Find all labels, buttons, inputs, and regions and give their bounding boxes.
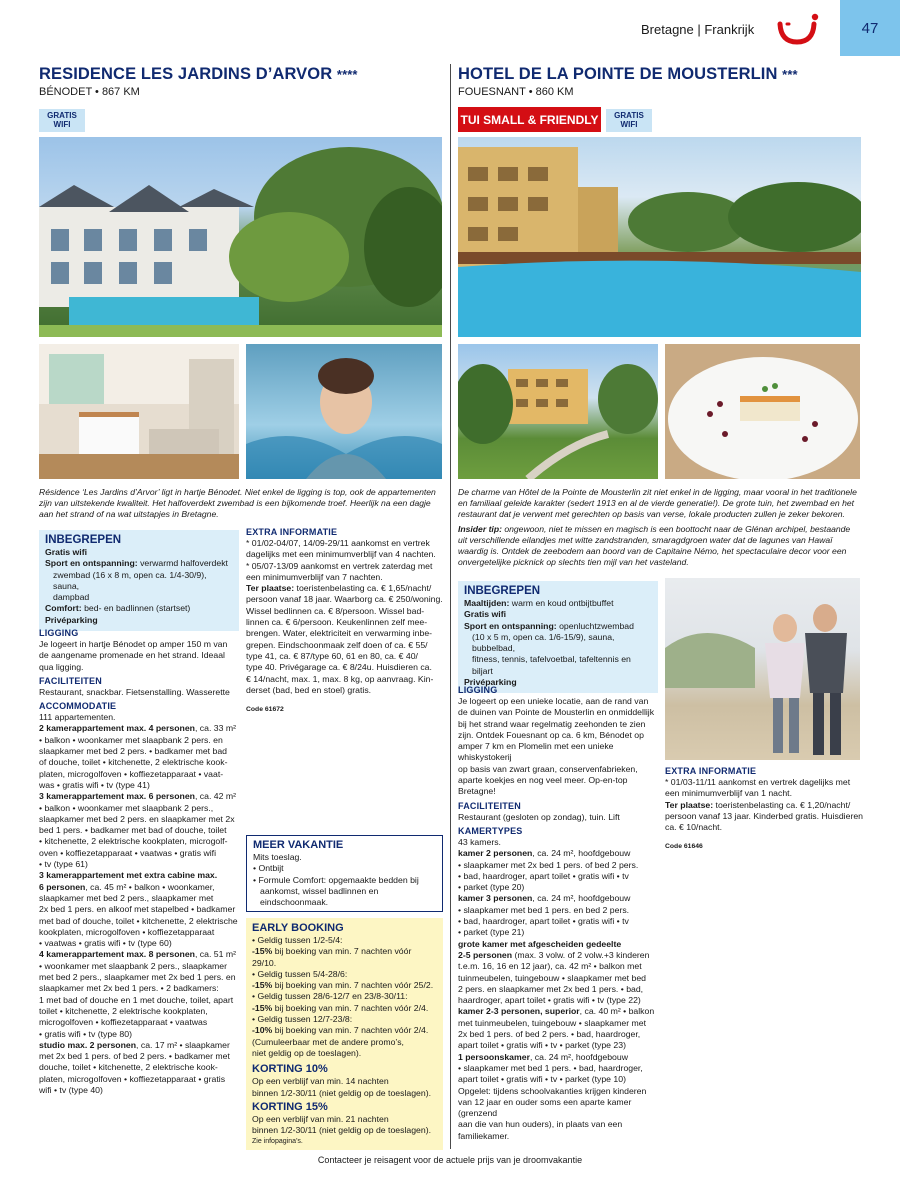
text-line: Restaurant (gesloten op zondag), tuin. Lift [458,811,620,822]
wifi-badge-right: GRATIS WIFI [606,109,652,132]
text-line: aankomst, wissel badlinnen en eindschoonmaak. [260,885,379,908]
text-line [458,893,660,904]
text-line: Mits toeslag. [253,852,302,862]
text-line [39,859,241,870]
text-span: , ca. 51 m² [194,949,237,960]
text-span: van 12 jaar en ouder soms een aparte kamer (grenzend [458,1096,632,1119]
region-label: Bretagne | Frankrijk [641,22,755,37]
text-line [458,1097,660,1120]
text-span: persoon vanaf 13 jaar. Kinderbed gratis. Huisdieren [665,810,864,821]
text-line [39,927,241,938]
bold-label: 1 persoonskamer [458,1051,530,1062]
bold-label: kamer 2-3 personen, superior [458,1006,580,1017]
included-text: verwarmd halfoverdekt [137,558,228,569]
photo-beach-couple [665,578,860,760]
text-span: een minimumverblijf van 1 nacht. [665,788,792,799]
text-span: • Geldig tussen 12/7-23/8: [252,1014,353,1025]
text-line [246,640,446,651]
text-line [246,674,446,685]
text-span: toeristenbelasting ca. € 1,65/nacht/ [294,583,432,594]
text-line [252,946,437,969]
text-span: slaapkamer met bed 2 pers. • badkamer met bad [39,746,227,757]
text-line [458,961,660,972]
text-span: niet geldig op de toeslagen). [252,1047,362,1058]
bold-label: -15% [252,946,273,957]
star-rating: **** [336,67,358,82]
discount-15-title: KORTING 15% [252,1100,328,1113]
text-span: • balkon • woonkamer met slaapbank 2 pers., [39,802,214,813]
included-text: warm en koud ontbijtbuffet [509,598,614,608]
text-line [39,836,241,847]
text-line [39,938,241,949]
bold-label: studio max. 2 personen [39,1039,137,1050]
text-span: grepen. Eindschoonmaak zelf doen of ca. € 55/ [246,639,428,650]
text-span: was • gratis wifi • tv (type 41) [39,779,150,790]
text-span: met bed 2 pers., slaapkamer met 2x bed 1 pers. en [39,972,236,983]
included-title: INBEGREPEN [45,534,122,546]
product-code: Code 61672 [246,706,284,714]
text-span: type 40. Privégarage ca. € 8/24u. Huisdieren ca. [246,662,432,673]
text-span: met bad of douche, toilet • kitchenette, 2 elektrische [39,915,238,926]
extra-info-right [665,766,865,850]
text-span: * 05/07-13/09 aankomst en vertrek zaterdag met [246,560,433,571]
text-span: linnen ca. € 6/persoon. Keukenlinnen zelf mee- [246,617,428,628]
text-span: 2 pers. en slaapkamer met 2x bed 1 pers. • bad, [458,983,644,994]
text-span: slaapkamer met bed 2 pers. en slaapkamer met 2x [39,813,235,824]
bold-label: 3 kamerappartement met extra cabine max. [39,870,218,881]
location-left: BÉNODET • 867 KM [39,86,140,98]
text-line [246,651,446,662]
text-span: 2x bed 1 pers. en alkoof met stapelbed • badkamer [39,904,236,915]
text-line [458,860,660,871]
text-span: een minimumverblijf van 7 nachten. [246,571,383,582]
text-line [39,791,241,802]
text-span: platen, microgolfoven • koffiezetapparaat • vaat- [39,768,224,779]
more-holiday-box [246,835,443,912]
text-span: * 01/03-11/11 aankomst en vertrek dagelijks met [665,777,851,787]
text-line [458,939,660,950]
text-span: met tuinmeubelen, tuingebouw • slaapkamer met [458,1017,646,1028]
bold-label: 6 personen [39,881,86,892]
text-span: douche, toilet • kitchenette, 2 elektrische kook- [39,1062,218,1073]
text-line [665,788,865,799]
section-title: FACILITEITEN [458,800,521,811]
column-divider [450,64,451,1149]
text-line [458,1052,660,1063]
section-title: LIGGING [39,628,79,638]
text-line [252,969,437,980]
text-span: , ca. 40 m² • balkon [579,1006,655,1017]
photo-hotel-garden [458,344,658,479]
included-text: zwembad (16 x 8 m, open ca. 1/4-30/9), sauna, [53,569,207,591]
text-line [458,1029,660,1040]
text-span: , ca. 17 m² • slaapkamer [136,1039,230,1050]
text-span: tuinmeubelen, tuingebouw • slaapkamer met bed [458,972,647,983]
text-line [39,848,241,859]
text-span: • Geldig tussen 5/4-28/6: [252,968,348,979]
text-line [458,1006,660,1017]
bold-label: 2 kamerappartement max. 4 personen [39,723,195,734]
section-title: EXTRA INFORMATIE [665,766,757,776]
text-span: t.e.m. 16, 16 en 12 jaar), ca. 42 m² • balkon met [458,961,642,972]
text-line [458,1018,660,1029]
left-info-column [39,628,241,1096]
text-line [39,1017,241,1028]
text-span: 1 met bad of douche en 1 met douche, toilet, apart [39,994,234,1005]
text-span: 2x bed 1 pers. of bed 2 pers. • bad, haardroger, [458,1029,641,1040]
text-span: • bad, haardroger, apart toilet • gratis wifi • tv [458,916,629,927]
text-span: 111 appartementen. [39,712,116,723]
text-span: • Geldig tussen 28/6-12/7 en 23/8-30/11: [252,991,408,1002]
text-line [39,780,241,791]
text-span: bij boeking van min. 7 nachten vóór 2/4. [272,1025,429,1036]
text-line [252,980,437,991]
text-line: Op een verblijf van min. 21 nachten [252,1113,389,1124]
text-line [246,538,446,549]
text-line [39,1006,241,1017]
text-span: • woonkamer met slaapbank 2 pers., slaapkamer [39,960,227,971]
text-span: , ca. 24 m², hoofdgebouw [532,893,631,904]
included-item: Maaltijden: [464,598,510,608]
text-line: • Formule Comfort: opgemaakte bedden bij [253,874,419,885]
text-line [246,549,446,560]
bold-label: 4 kamerappartement max. 8 personen [39,949,195,960]
text-span: toeristenbelasting ca. € 1,20/nacht/ [713,799,851,810]
text-line [39,972,241,983]
bold-label: -10% [252,1025,273,1036]
text-line [246,606,446,617]
text-span: bij boeking van min. 7 nachten vóór 29/10. [252,946,412,968]
text-span: • parket (type 20) [458,882,525,893]
included-text: dampbad [53,592,90,603]
text-span: Wissel bedlinnen ca. € 8/persoon. Wissel bad- [246,605,425,616]
photo-apartment-interior [39,344,239,479]
bold-label: Ter plaatse: [665,799,714,810]
text-line [458,837,660,848]
text-span: ca. € 10/nacht. [665,822,722,833]
text-line [39,1029,241,1040]
text-span: • balkon • woonkamer met slaapbank 2 pers. en [39,734,223,745]
text-line: Je logeert op een unieke locatie, aan de rand van [458,696,649,706]
text-line [39,723,241,734]
text-line [246,561,446,572]
tui-smile-icon [777,12,823,46]
text-line [458,950,660,961]
text-line [252,1037,437,1048]
text-span: aan die van hun ouders), in plaats van een familiekamer. [458,1119,623,1141]
included-text: openluchtzwembad [556,620,634,631]
text-span: , ca. 24 m², hoofdgebouw [532,848,631,859]
hotel-title-left: RESIDENCE LES JARDINS D’ARVOR **** [39,65,358,83]
text-span: , ca. 45 m² • balkon • woonkamer, [85,881,215,892]
more-holiday-title: MEER VAKANTIE [253,839,344,851]
text-line [665,777,865,788]
text-span: , ca. 33 m² [194,723,237,734]
section-title: ACCOMMODATIE [39,701,117,712]
text-span: apart toilet • gratis wifi • tv • parket (type 10) [458,1074,626,1085]
text-line [39,870,241,881]
text-line [458,882,660,893]
insider-tip-text: ongewoon, niet te missen en magisch is een boottocht naar de Glénan archipel, bestaande uit verschillende eilandjes met witte zandstranden, smaragdgroen water dat de lagunes van Hawaï waardig is. Ontdek de zeebodem aan boord van de Capitaine Némo, het spectaculaire decor voor een onvergetelijke picknick op slechts tien mijl van het vasteland. [458,524,851,567]
extra-info-left [246,527,446,713]
text-line [458,973,660,984]
text-line: bij het strand waar regelmatig zeehonden te zien [458,718,646,729]
text-span: • slaapkamer met bed 1 pers. en bed 2 pers. [458,904,630,915]
bold-label: -15% [252,980,273,991]
text-span: , ca. 42 m² [194,791,237,802]
text-line [39,757,241,768]
product-code: Code 61646 [665,843,703,851]
text-line: binnen 1/2-30/11 (niet geldig op de toeslagen). [252,1125,432,1136]
text-span: bed 1 pers. • badkamer met bad of douche, toilet [39,825,227,836]
section-title: FACILITEITEN [39,675,102,686]
text-line [458,871,660,882]
text-line: Op een verblijf van min. 14 nachten [252,1076,389,1087]
text-line [39,825,241,836]
text-span: type 41, ca. € 87/type 60, 61 en 80, ca. € 40/ [246,650,418,661]
tui-small-friendly-label: TUI SMALL & FRIENDLY [458,107,601,132]
text-line [246,594,446,605]
text-span: Opgelet: tijdens schoolvakanties krijgen kinderen [458,1085,647,1096]
text-line [39,949,241,960]
text-line [246,583,446,594]
text-line [39,1062,241,1073]
text-span: haardroger, apart toilet • gratis wifi • tv (type 22) [458,995,641,1006]
text-line [458,905,660,916]
text-line [665,822,865,833]
bold-label: 3 kamerappartement max. 6 personen [39,791,195,802]
text-line [252,1048,437,1059]
text-line [246,628,446,639]
bold-label: grote kamer met afgescheiden gedeelte [458,938,622,949]
text-line [246,685,446,696]
text-line [458,984,660,995]
text-line [458,1119,660,1142]
text-line: Bretagne! [458,786,496,797]
text-line: • Ontbijt [253,863,284,874]
section-title: KAMERTYPES [458,825,523,836]
text-line: binnen 1/2-30/11 (niet geldig op de toeslagen). [252,1087,432,1098]
text-line [458,1040,660,1051]
text-span: bij boeking van min. 7 nachten vóór 2/4. [272,1002,429,1013]
text-span: brengen. Water, elektriciteit en verwarming inbe- [246,628,433,639]
text-span: of douche, toilet • kitchenette, 2 elektrische kook- [39,757,228,768]
tui-logo [777,12,823,46]
included-text: bed- en badlinnen (startset) [81,603,191,614]
text-line [39,814,241,825]
text-line [458,1063,660,1074]
early-booking-title: EARLY BOOKING [252,922,344,934]
text-line [246,662,446,673]
text-line [39,995,241,1006]
text-line [39,712,241,723]
text-span: • parket (type 21) [458,927,525,938]
included-item: Gratis wifi [464,609,506,620]
text-span: • bad, haardroger, apart toilet • gratis wifi • tv [458,870,629,881]
bold-label: kamer 3 personen [458,893,533,904]
text-line: Je logeert in hartje Bénodet op amper 150 m van [39,639,228,649]
text-span: * 01/02-04/07, 14/09-29/11 aankomst en vertrek [246,538,430,548]
text-span: oven • koffiezetapparaat • vaatwas • gratis wifi [39,847,217,858]
text-line [39,803,241,814]
text-line [39,1040,241,1051]
section-title: LIGGING [458,685,498,695]
included-text: (10 x 5 m, open ca. 1/6-15/9), sauna, bubbelbad, [472,631,615,654]
section-title: EXTRA INFORMATIE [246,527,338,537]
text-span: € 14/nacht, max. 1, max. 8 kg, op aanvraag. Kin- [246,673,434,684]
text-span: met 2x bed 1 pers. of bed 2 pers. • badkamer met [39,1051,230,1062]
text-span: microgolfoven • koffiezetapparaat • vaatwas [39,1017,208,1028]
included-box-right [458,581,658,693]
text-line [39,882,241,893]
text-line [39,1085,241,1096]
text-line [252,1014,437,1025]
caption-left: Résidence ‘Les Jardins d’Arvor’ ligt in hartje Bénodet. Niet enkel de ligging is top, ook de appartementen zijn van uitstekende kwaliteit. Het halfoverdekt zwembad is een bijkomende troef. Heerlijk na een dagje aan het strand of na wat uitstapjes in Bretagne. [39,487,436,519]
text-line [252,1025,437,1036]
wifi-badge-left: GRATIS WIFI [39,109,85,132]
text-span: wifi • tv (type 40) [39,1084,103,1095]
text-span: • slaapkamer met 2x bed 1 pers. of bed 2 pers. [458,859,639,870]
text-span: dagelijks met een minimumverblijf van 4 nachten. [246,549,436,560]
included-item: Comfort: [45,603,82,614]
text-line: de duinen van Pointe de Mousterlin en onmiddellijk [458,707,655,718]
text-line [458,995,660,1006]
included-box-left [39,530,239,631]
text-line [458,848,660,859]
text-line [665,800,865,811]
text-line [39,1051,241,1062]
text-line: qua ligging. [39,661,84,672]
text-span: slaapkamer met 2x bed 1 pers. • 2 badkamers: [39,983,219,994]
text-line [665,811,865,822]
location-right: FOUESNANT • 860 KM [458,86,574,98]
text-span: platen, microgolfoven • koffiezetapparaat • gratis [39,1073,226,1084]
footer-note: Contacteer je reisagent voor de actuele prijs van je droomvakantie [317,1155,583,1165]
bold-label: 2-5 personen [458,949,513,960]
caption-right: De charme van Hôtel de la Pointe de Mousterlin zit niet enkel in de ligging, maar vooral in het traditionele en familiaal geleide karakter (sedert 1913 en al de vierde generatie!). De grote tuin, het zwembad en het restaurant dat je verwent met gerechten op basis van verse, lokale producten zullen je zeker bekoren. [458,487,857,519]
text-span: , ca. 24 m², hoofdgebouw [529,1051,628,1062]
insider-tip-label: Insider tip: [458,524,502,534]
text-line: op basis van zwart graan, conservenfabrieken, [458,763,638,774]
included-item: Privéparking [45,614,98,625]
text-span: • vaatwas • gratis wifi • tv (type 60) [39,938,172,949]
bold-label: -15% [252,1002,273,1013]
text-span: • gratis wifi • tv (type 80) [39,1028,132,1039]
text-line [39,735,241,746]
star-rating: *** [782,67,798,82]
page-number-tab [840,0,900,56]
text-line [39,893,241,904]
hotel-title-right: HOTEL DE LA POINTE DE MOUSTERLIN *** [458,65,798,83]
discount-10-title: KORTING 10% [252,1063,328,1076]
photo-gourmet-dish [665,344,860,479]
included-item: Sport en ontspanning: [464,620,557,631]
included-item: Sport en ontspanning: [45,558,138,569]
text-span: slaapkamer met bed 2 pers., slaapkamer met [39,892,214,903]
insider-tip [458,524,861,568]
text-line [39,904,241,915]
bold-label: kamer 2 personen [458,848,533,859]
text-span: bij boeking van min. 7 nachten vóór 25/2. [272,980,434,991]
right-info-column [458,685,660,1142]
included-item: Gratis wifi [45,547,87,557]
text-line [458,927,660,938]
text-line: Restaurant, snackbar. Fietsenstalling. Wasserette [39,686,230,697]
text-line [39,961,241,972]
info-note: Zie infopagina’s. [252,1138,303,1146]
text-line [39,916,241,927]
text-span: toilet • kitchenette, 2 elektrische kookplaten, [39,1005,208,1016]
text-line [458,916,660,927]
text-span: • tv (type 61) [39,859,88,870]
text-line: zijn. Ontdek Fouesnant op ca. 6 km, Bénodet op [458,729,644,740]
text-line [458,1074,660,1085]
page-number: 47 [861,20,879,37]
text-line [246,572,446,583]
text-span: persoon vanaf 18 jaar. Waarborg ca. € 250/woning. [246,594,443,605]
text-span: derset (bad, bed en stoel) gratis. [246,684,372,695]
text-span: (max. 3 volw. of 2 volw.+3 kinderen [512,949,650,960]
included-item: Privéparking [464,677,517,688]
text-line: aparte koekjes en nog veel meer. Op-en-top [458,775,628,786]
text-line [252,991,437,1002]
photo-residence-pool [39,137,442,337]
early-booking-box [246,918,443,1150]
text-span: (Cumuleerbaar met de andere promo’s, [252,1036,404,1047]
text-span: • kitchenette, 2 elektrische kookplaten, microgolf- [39,836,228,847]
text-line [246,617,446,628]
included-text: fitness, tennis, tafelvoetbal, tafeltennis en biljart [472,654,631,676]
text-line: de aangename promenade en het strand. Ideaal [39,650,225,661]
photo-wellness-woman [246,344,442,479]
text-line [39,983,241,994]
text-span: apart toilet • gratis wifi • tv • parket (type 23) [458,1040,626,1051]
photo-hotel-pool [458,137,861,337]
text-line: amper 7 km en Plomelin met een unieke whiskystokerij [458,741,614,763]
text-line [39,769,241,780]
included-title: INBEGREPEN [464,585,541,597]
text-span: • slaapkamer met bed 1 pers. • bad, haardroger, [458,1062,643,1073]
text-line [458,1086,660,1097]
text-line [39,1074,241,1085]
text-line [39,746,241,757]
bold-label: Ter plaatse: [246,583,295,594]
text-span: • Geldig tussen 1/2-5/4: [252,935,343,945]
text-line [252,935,437,946]
text-span: kookplaten, microgolfoven • koffiezetapparaat [39,926,215,937]
text-line [252,1003,437,1014]
text-span: 43 kamers. [458,836,501,847]
